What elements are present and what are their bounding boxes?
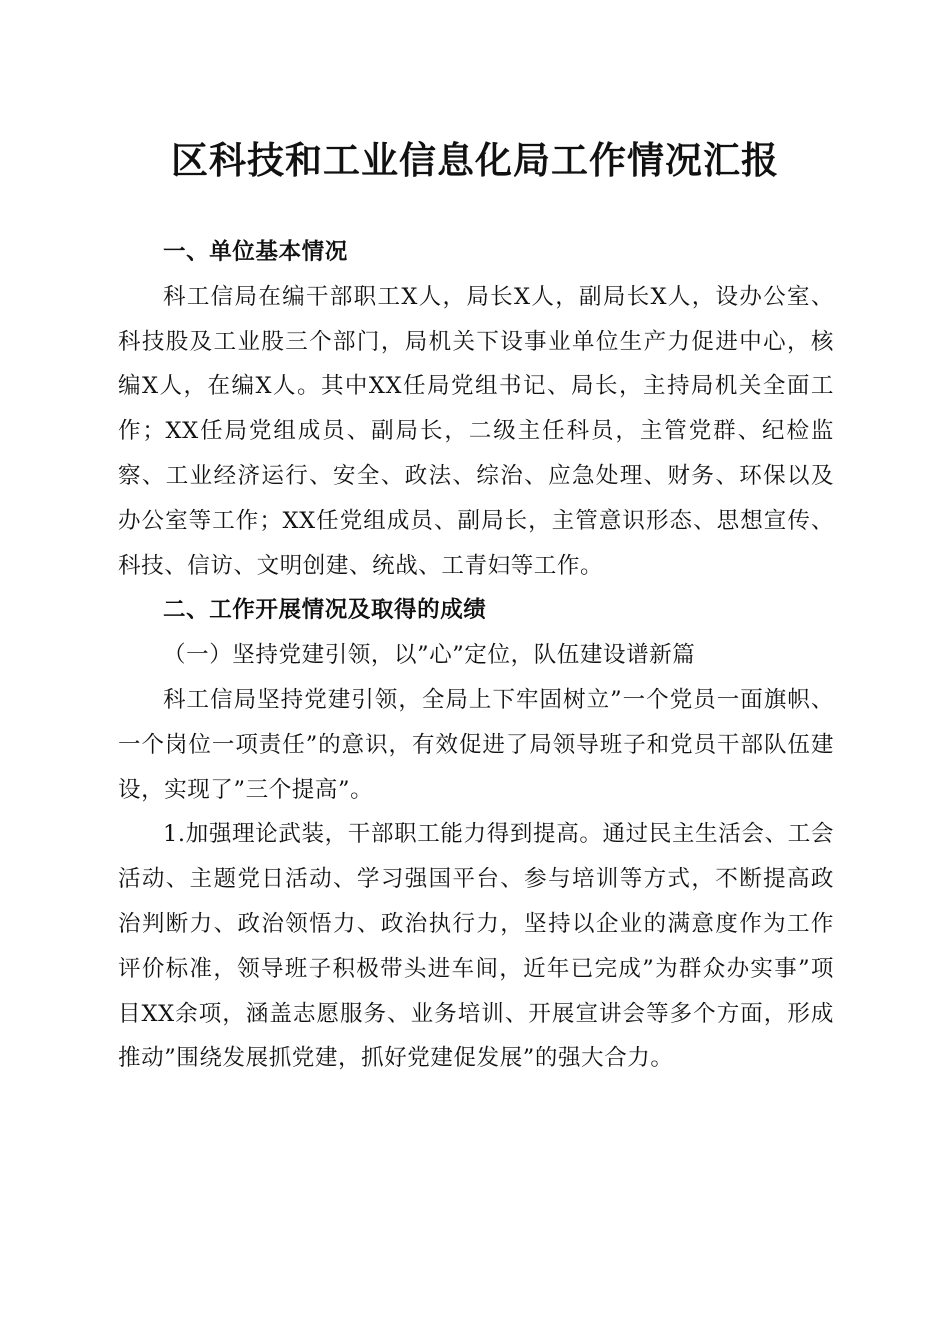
paragraph-basic-info: 科工信局在编干部职工X人，局长X人，副局长X人，设办公室、科技股及工业股三个部门，局机关下设事业单位生产力促进中心，核编X人，在编X人。其中XX任局党组书记、局长，主持局机关全面工作；XX任局党组成员、副局长，二级主任科员，主管党群、纪检监察、工业经济运行、安全、政法、综治、应急处理、财务、环保以及办公室等工作；XX任党组成员、副局长，主管意识形态、思想宣传、科技、信访、文明创建、统战、工青妇等工作。 <box>118 283 834 579</box>
paragraph-theory-study: 1.加强理论武装，干部职工能力得到提高。通过民主生活会、工会活动、主题党日活动、学习强国平台、参与培训等方式，不断提高政治判断力、政治领悟力、政治执行力，坚持以企业的满意度作为工作评价标准，领导班子积极带头进车间，近年已完成”为群众办实事”项目XX余项，涵盖志愿服务、业务培训、开展宣讲会等多个方面，形成推动”围绕发展抓党建，抓好党建促发展”的强大合力。 <box>118 821 834 1072</box>
paragraph-party-building-intro: 科工信局坚持党建引领，全局上下牢固树立”一个党员一面旗帜、一个岗位一项责任”的意识，有效促进了局领导班子和党员干部队伍建设，实现了”三个提高”。 <box>118 686 834 803</box>
document-body <box>118 230 834 1081</box>
section-heading-basic-info: 一、单位基本情况 <box>163 239 348 265</box>
section-heading-work-progress: 二、工作开展情况及取得的成绩 <box>163 597 487 624</box>
document-title: 区科技和工业信息化局工作情况汇报 <box>171 138 779 182</box>
subsection-heading-party-building: （一）坚持党建引领，以”心”定位，队伍建设谱新篇 <box>163 642 696 669</box>
